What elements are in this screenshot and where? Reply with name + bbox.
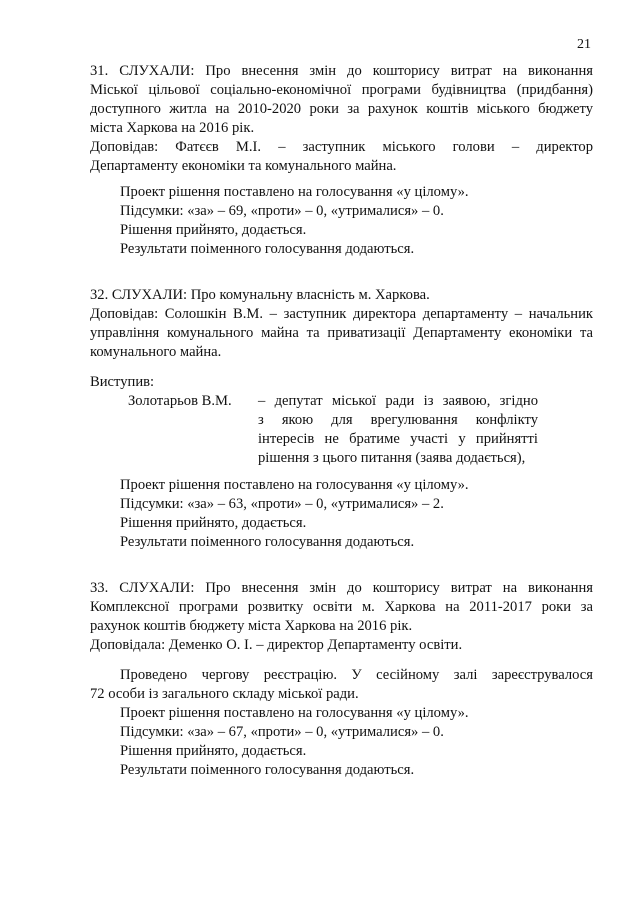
registration-line: Проведено чергову реєстрацію. У сесійному залі зареєструвалося	[120, 667, 593, 683]
result-line: Результати поіменного голосування додаються.	[120, 762, 415, 778]
result-line: Проект рішення поставлено на голосування «у цілому».	[120, 184, 469, 200]
heading-line: доступного житла на 2010-2020 роки за рахунок коштів міського бюджету	[90, 101, 593, 117]
reporter-line: Доповідала: Деменко О. І. – директор Департаменту освіти.	[90, 637, 463, 653]
speaker-note-line: – депутат міської ради із заявою, згідно	[258, 393, 538, 409]
agenda-item-33	[90, 579, 593, 655]
result-line: Проект рішення поставлено на голосування «у цілому».	[120, 705, 469, 721]
speakers-section	[90, 373, 593, 468]
speaker-name: Золотарьов В.М.	[128, 393, 232, 409]
speaker-note	[258, 392, 538, 468]
heading-line: 33. СЛУХАЛИ: Про внесення змін до кошторису витрат на виконання	[90, 580, 593, 596]
page-number: 21	[577, 37, 591, 52]
heading-line: міста Харкова на 2016 рік.	[90, 120, 255, 136]
result-line: Рішення прийнято, додається.	[120, 515, 307, 531]
speakers-label: Виступив:	[90, 374, 155, 390]
result-line: Підсумки: «за» – 63, «проти» – 0, «утрималися» – 2.	[120, 496, 444, 512]
registration-33	[90, 666, 593, 704]
result-line: Підсумки: «за» – 69, «проти» – 0, «утрималися» – 0.	[120, 203, 444, 219]
heading-line: 32. СЛУХАЛИ: Про комунальну власність м. Харкова.	[90, 287, 430, 303]
registration-line: 72 особи із загального складу міської ради.	[90, 686, 359, 702]
speaker-note-line: інтересів не братиме участі у прийнятті	[258, 431, 538, 447]
result-line: Результати поіменного голосування додаються.	[120, 534, 415, 550]
result-line: Рішення прийнято, додається.	[120, 222, 307, 238]
reporter-line: Доповідав: Фатєєв М.І. – заступник міського голови – директор	[90, 139, 593, 155]
speaker-note-line: з якою для врегулювання конфлікту	[258, 412, 538, 428]
agenda-item-31	[90, 62, 593, 176]
speaker-row	[90, 392, 593, 468]
agenda-item-32	[90, 286, 593, 362]
heading-line: Комплексної програми розвитку освіти м. Харкова на 2011-2017 роки за	[90, 599, 593, 615]
speaker-note-line: рішення з цього питання (заява додається),	[258, 450, 526, 466]
result-line: Рішення прийнято, додається.	[120, 743, 307, 759]
result-line: Проект рішення поставлено на голосування «у цілому».	[120, 477, 469, 493]
result-line: Підсумки: «за» – 67, «проти» – 0, «утрималися» – 0.	[120, 724, 444, 740]
voting-results-31	[90, 183, 623, 259]
result-line: Результати поіменного голосування додаються.	[120, 241, 415, 257]
reporter-line: управління комунального майна та приватизації Департаменту економіки та	[90, 325, 593, 341]
heading-line: рахунок коштів бюджету міста Харкова на 2016 рік.	[90, 618, 413, 634]
reporter-line: комунального майна.	[90, 344, 222, 360]
voting-results-33	[90, 704, 623, 780]
reporter-line: Департаменту економіки та комунального майна.	[90, 158, 397, 174]
heading-line: 31. СЛУХАЛИ: Про внесення змін до кошторису витрат на виконання	[90, 63, 593, 79]
voting-results-32	[90, 476, 623, 552]
heading-line: Міської цільової соціально-економічної програми будівництва (придбання)	[90, 82, 593, 98]
reporter-line: Доповідав: Солошкін В.М. – заступник директора департаменту – начальник	[90, 306, 593, 322]
